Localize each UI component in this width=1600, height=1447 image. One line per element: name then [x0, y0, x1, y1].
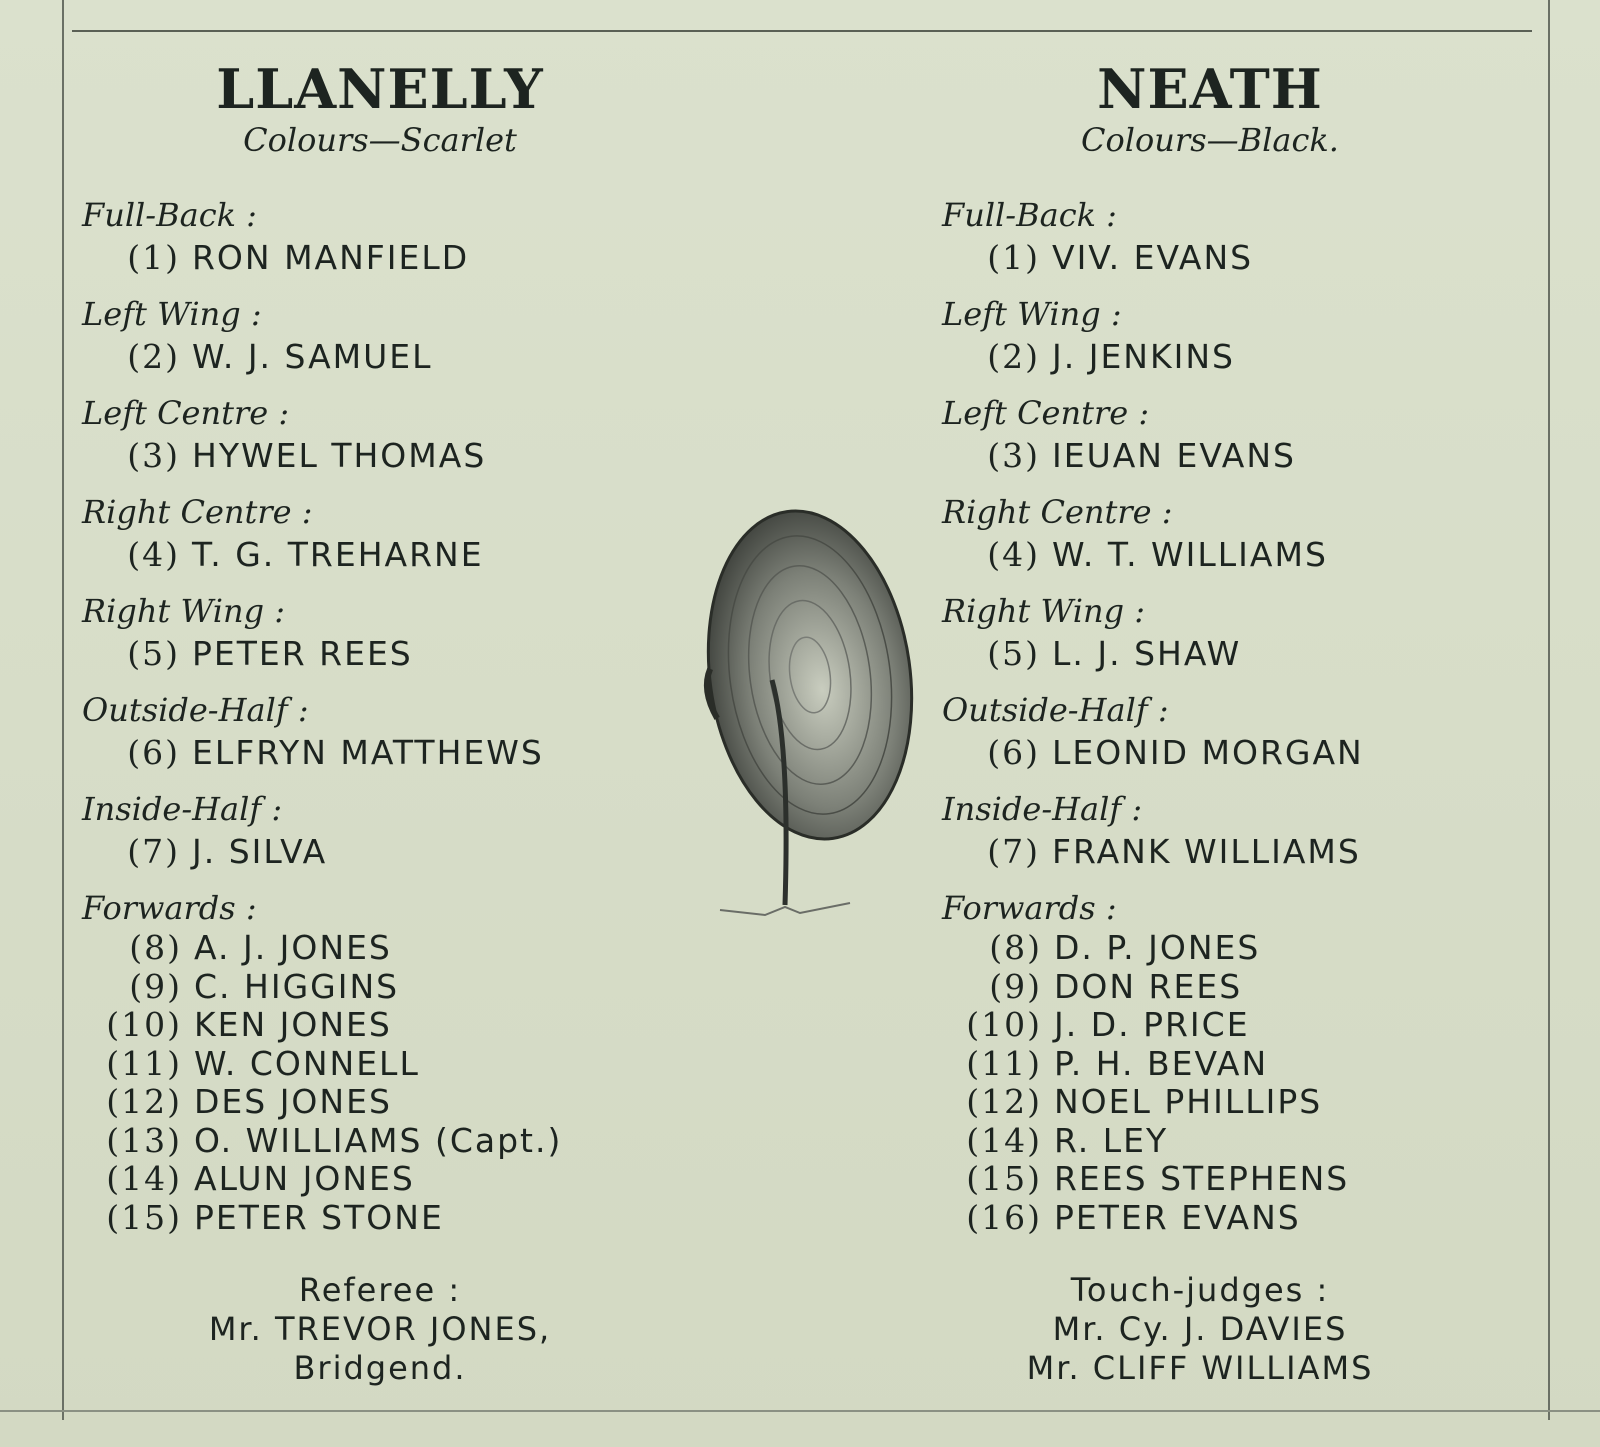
player-name: ELFRYN MATTHEWS: [192, 733, 544, 772]
player-number: (15): [106, 1197, 182, 1237]
player-name: T. G. TREHARNE: [192, 535, 484, 574]
team-neath: [920, 58, 1540, 1388]
position-right-wing: [60, 590, 760, 689]
player-number: (1): [987, 238, 1040, 277]
player-name: R. LEY: [1054, 1120, 1169, 1160]
position-label: Right Centre :: [942, 493, 1173, 531]
team-colours: Colours—Scarlet: [243, 121, 517, 159]
player-number: (3): [127, 436, 180, 475]
player-number: (6): [987, 733, 1040, 772]
player-number: (7): [127, 832, 180, 871]
position-outside-half: [920, 689, 1540, 788]
forward-entry: [920, 1160, 1540, 1199]
player-entry: [920, 533, 1540, 577]
forward-entry: [920, 929, 1540, 968]
position-inside-half: [60, 788, 760, 887]
player-name: PETER STONE: [194, 1197, 444, 1237]
player-entry: [920, 236, 1540, 280]
position-right-wing: [920, 590, 1540, 689]
player-number: (10): [106, 1005, 182, 1044]
player-name: L. J. SHAW: [1052, 634, 1242, 673]
player-name: J. SILVA: [192, 832, 328, 871]
position-label: Left Centre :: [82, 394, 290, 432]
player-entry: [60, 830, 760, 874]
official-line: Mr. TREVOR JONES,: [208, 1310, 552, 1348]
forward-entry: [60, 1006, 760, 1045]
touch-judges-block: [920, 1271, 1480, 1388]
player-name: P. H. BEVAN: [1054, 1043, 1269, 1083]
player-name: DES JONES: [194, 1082, 392, 1121]
player-number: (9): [989, 966, 1042, 1006]
position-full-back: [60, 194, 760, 293]
position-label: Inside-Half :: [82, 790, 283, 828]
position-left-centre: [920, 392, 1540, 491]
position-outside-half: [60, 689, 760, 788]
forward-entry: [920, 1122, 1540, 1161]
player-name: C. HIGGINS: [194, 966, 400, 1006]
player-entry: [920, 434, 1540, 478]
officials-title: Referee :: [298, 1271, 462, 1309]
player-number: (5): [127, 634, 180, 673]
forwards-label: Forwards :: [942, 889, 1117, 927]
position-label: Left Wing :: [942, 295, 1122, 333]
official-line: Mr. Cy. J. DAVIES: [1052, 1310, 1348, 1348]
forward-entry: [920, 1199, 1540, 1238]
player-entry: [60, 434, 760, 478]
player-name: DON REES: [1054, 966, 1243, 1006]
player-name: PETER REES: [192, 634, 413, 673]
player-number: (15): [966, 1159, 1042, 1198]
team-name: LLANELLY: [216, 57, 544, 121]
player-name: J. D. PRICE: [1054, 1005, 1250, 1044]
position-full-back: [920, 194, 1540, 293]
forward-entry: [60, 1199, 760, 1238]
team-llanelly: [60, 58, 760, 1388]
position-label: Full-Back :: [82, 196, 257, 234]
player-name: RON MANFIELD: [192, 238, 470, 277]
player-number: (8): [989, 928, 1042, 967]
forward-entry: [920, 1006, 1540, 1045]
player-name: REES STEPHENS: [1054, 1159, 1350, 1198]
player-number: (9): [129, 966, 182, 1006]
player-number: (2): [987, 337, 1040, 376]
player-entry: [60, 335, 760, 379]
player-number: (11): [106, 1043, 182, 1083]
position-left-wing: [60, 293, 760, 392]
player-name: O. WILLIAMS (Capt.): [194, 1120, 563, 1160]
position-left-wing: [920, 293, 1540, 392]
player-number: (12): [966, 1082, 1042, 1121]
player-number: (3): [987, 436, 1040, 475]
position-left-centre: [60, 392, 760, 491]
forwards-label: Forwards :: [82, 889, 257, 927]
player-name: KEN JONES: [194, 1005, 392, 1044]
player-name: W. CONNELL: [194, 1043, 420, 1083]
player-number: (1): [127, 238, 180, 277]
officials-title: Touch-judges :: [1070, 1271, 1330, 1309]
forward-entry: [60, 1045, 760, 1084]
forward-entry: [60, 968, 760, 1007]
bottom-rule: [0, 1410, 1600, 1412]
team-colours: Colours—Black.: [1081, 121, 1339, 159]
player-number: (12): [106, 1082, 182, 1121]
player-name: FRANK WILLIAMS: [1052, 832, 1361, 871]
player-name: NOEL PHILLIPS: [1054, 1082, 1323, 1121]
forward-entry: [920, 1045, 1540, 1084]
player-entry: [920, 335, 1540, 379]
player-number: (8): [129, 928, 182, 967]
forwards-list: [920, 887, 1540, 1237]
forward-entry: [60, 1160, 760, 1199]
player-entry: [60, 731, 760, 775]
forward-entry: [60, 1083, 760, 1122]
positions-list: [920, 194, 1540, 887]
player-number: (4): [127, 535, 180, 574]
player-number: (2): [127, 337, 180, 376]
player-number: (11): [966, 1043, 1042, 1083]
player-entry: [920, 830, 1540, 874]
player-number: (7): [987, 832, 1040, 871]
right-rule: [1548, 0, 1550, 1420]
position-label: Inside-Half :: [942, 790, 1143, 828]
position-right-centre: [920, 491, 1540, 590]
official-line: Mr. CLIFF WILLIAMS: [1026, 1349, 1374, 1387]
player-number: (10): [966, 1005, 1042, 1044]
player-name: W. T. WILLIAMS: [1052, 535, 1328, 574]
player-entry: [920, 632, 1540, 676]
forwards-list: [60, 887, 760, 1237]
position-inside-half: [920, 788, 1540, 887]
player-name: LEONID MORGAN: [1052, 733, 1364, 772]
player-number: (14): [966, 1120, 1042, 1160]
player-entry: [60, 533, 760, 577]
position-label: Full-Back :: [942, 196, 1117, 234]
position-label: Right Wing :: [82, 592, 286, 630]
player-name: D. P. JONES: [1054, 928, 1261, 967]
position-label: Outside-Half :: [942, 691, 1169, 729]
player-name: HYWEL THOMAS: [192, 436, 487, 475]
player-entry: [920, 731, 1540, 775]
player-name: VIV. EVANS: [1052, 238, 1254, 277]
rugby-ball-icon: [690, 505, 930, 925]
position-label: Outside-Half :: [82, 691, 309, 729]
player-name: A. J. JONES: [194, 928, 392, 967]
forward-entry: [60, 1122, 760, 1161]
player-number: (5): [987, 634, 1040, 673]
player-entry: [60, 632, 760, 676]
player-name: PETER EVANS: [1054, 1197, 1301, 1237]
player-name: ALUN JONES: [194, 1159, 415, 1198]
team-name: NEATH: [1097, 57, 1323, 121]
player-name: IEUAN EVANS: [1052, 436, 1297, 475]
referee-block: [60, 1271, 700, 1388]
player-name: J. JENKINS: [1052, 337, 1235, 376]
player-number: (13): [106, 1120, 182, 1160]
position-label: Right Centre :: [82, 493, 313, 531]
player-number: (16): [966, 1197, 1042, 1237]
forward-entry: [920, 968, 1540, 1007]
official-line: Bridgend.: [293, 1349, 467, 1387]
position-label: Left Wing :: [82, 295, 262, 333]
position-right-centre: [60, 491, 760, 590]
positions-list: [60, 194, 760, 887]
player-number: (14): [106, 1159, 182, 1198]
player-number: (6): [127, 733, 180, 772]
player-entry: [60, 236, 760, 280]
position-label: Left Centre :: [942, 394, 1150, 432]
player-name: W. J. SAMUEL: [192, 337, 433, 376]
top-rule: [72, 30, 1532, 32]
player-number: (4): [987, 535, 1040, 574]
position-label: Right Wing :: [942, 592, 1146, 630]
forward-entry: [60, 929, 760, 968]
forward-entry: [920, 1083, 1540, 1122]
